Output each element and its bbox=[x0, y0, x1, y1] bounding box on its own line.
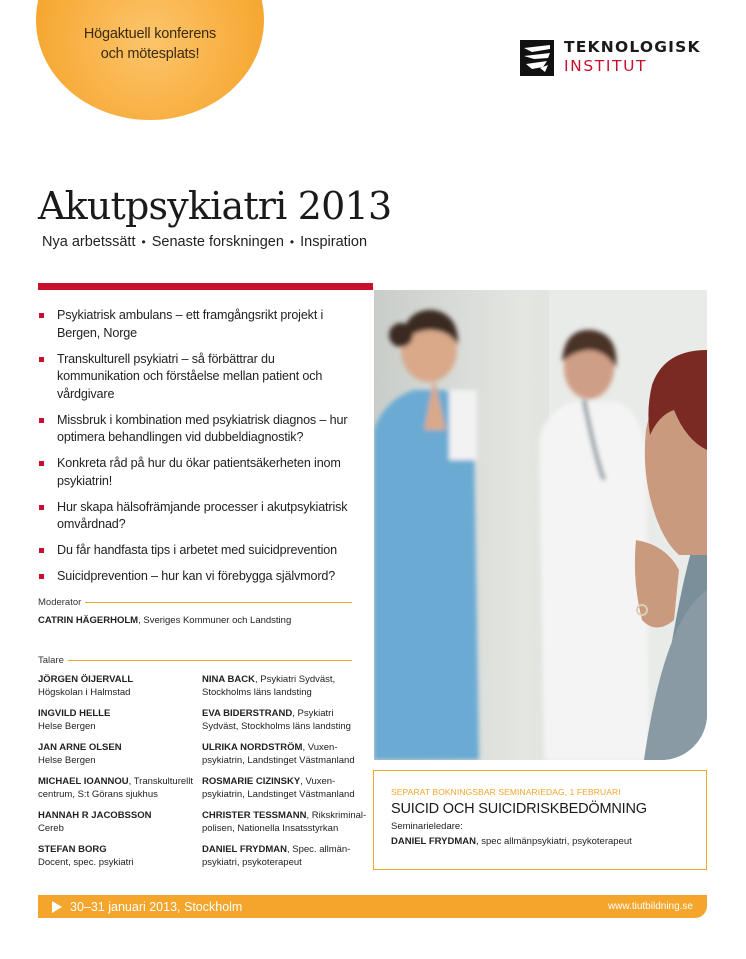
list-item: Hur skapa hälsofrämjande processer i akutpsykiatrisk omvårdnad? bbox=[38, 499, 358, 534]
moderator-entry: CATRIN HÄGERHOLM, Sveriges Kommuner och Landsting bbox=[38, 615, 292, 626]
list-item: Psykiatrisk ambulans – ett framgångsrikt projekt i Bergen, Norge bbox=[38, 307, 358, 342]
play-arrow-icon bbox=[52, 901, 62, 913]
seminar-label: SEPARAT BOKNINGSBAR SEMINARIEDAG, 1 FEBRUARI bbox=[391, 787, 621, 797]
speaker-entry: STEFAN BORG Docent, spec. psykiatri bbox=[38, 843, 134, 868]
speakers-column-right bbox=[202, 674, 372, 878]
website-link[interactable]: www.tiutbildning.se bbox=[607, 901, 693, 912]
list-item: Suicidprevention – hur kan vi förebygga självmord? bbox=[38, 568, 358, 586]
list-item: Konkreta råd på hur du ökar patientsäkerheten inom psykiatrin! bbox=[38, 455, 358, 490]
seminar-leader: DANIEL FRYDMAN, spec allmänpsykiatri, psykoterapeut bbox=[391, 836, 632, 847]
logo-line-2: INSTITUT bbox=[564, 56, 648, 75]
topic-list bbox=[38, 307, 358, 594]
seminar-leaders-label: Seminarieledare: bbox=[391, 821, 463, 832]
list-item: Transkulturell psykiatri – så förbättrar du kommunikation och förståelse mellan patient och vårdgivare bbox=[38, 351, 358, 404]
clinic-scene-illustration bbox=[374, 290, 707, 760]
seminar-box bbox=[373, 770, 707, 870]
speaker-entry: MICHAEL IOANNOU, Transkulturellt centrum, S:t Görans sjukhus bbox=[38, 775, 194, 800]
speaker-entry: JAN ARNE OLSEN Helse Bergen bbox=[38, 741, 122, 766]
list-item: Du får handfasta tips i arbetet med suicidprevention bbox=[38, 542, 358, 560]
page-title: Akutpsykiatri 2013 bbox=[38, 184, 392, 228]
list-item: Missbruk i kombination med psykiatrisk diagnos – hur optimera behandlingen vid dubbeldiagnostik? bbox=[38, 412, 358, 447]
promo-badge-text: Högaktuell konferens och mötesplats! bbox=[83, 26, 217, 62]
logo-line-1: TEKNOLOGISK bbox=[564, 38, 701, 56]
speaker-entry: ROSMARIE CIZINSKY, Vuxen- psykiatrin, Landstinget Västmanland bbox=[202, 775, 355, 800]
speaker-entry: ULRIKA NORDSTRÖM, Vuxen- psykiatrin, Landstinget Västmanland bbox=[202, 741, 355, 766]
hero-photo bbox=[374, 290, 707, 760]
event-date: 30–31 januari 2013, Stockholm bbox=[52, 900, 242, 914]
speaker-entry: EVA BIDERSTRAND, Psykiatri Sydväst, Stockholms läns landsting bbox=[202, 707, 351, 732]
speaker-entry: NINA BACK, Psykiatri Sydväst, Stockholms läns landsting bbox=[202, 674, 336, 698]
speaker-entry: JÖRGEN ÖIJERVALL Högskolan i Halmstad bbox=[38, 674, 134, 698]
speaker-entry: DANIEL FRYDMAN, Spec. allmän- psykiatri, psykoterapeut bbox=[202, 843, 351, 868]
footer-bar bbox=[38, 895, 707, 918]
speakers-heading: Talare bbox=[38, 655, 352, 666]
subtitle: Nya arbetssätt • Senaste forskningen • Inspiration bbox=[42, 234, 368, 250]
moderator-heading: Moderator bbox=[38, 597, 352, 608]
red-divider bbox=[38, 283, 373, 290]
speaker-entry: HANNAH R JACOBSSON Cereb bbox=[38, 809, 152, 834]
speaker-entry: CHRISTER TESSMANN, Rikskriminal- polisen, Nationella Insatsstyrkan bbox=[202, 809, 367, 834]
speakers-column-left bbox=[38, 674, 208, 878]
logo-mark-icon bbox=[520, 40, 554, 76]
speaker-entry: INGVILD HELLE Helse Bergen bbox=[38, 707, 111, 732]
teknologisk-institut-logo[interactable] bbox=[520, 40, 701, 76]
seminar-title: SUICID OCH SUICIDRISKBEDÖMNING bbox=[391, 801, 647, 817]
